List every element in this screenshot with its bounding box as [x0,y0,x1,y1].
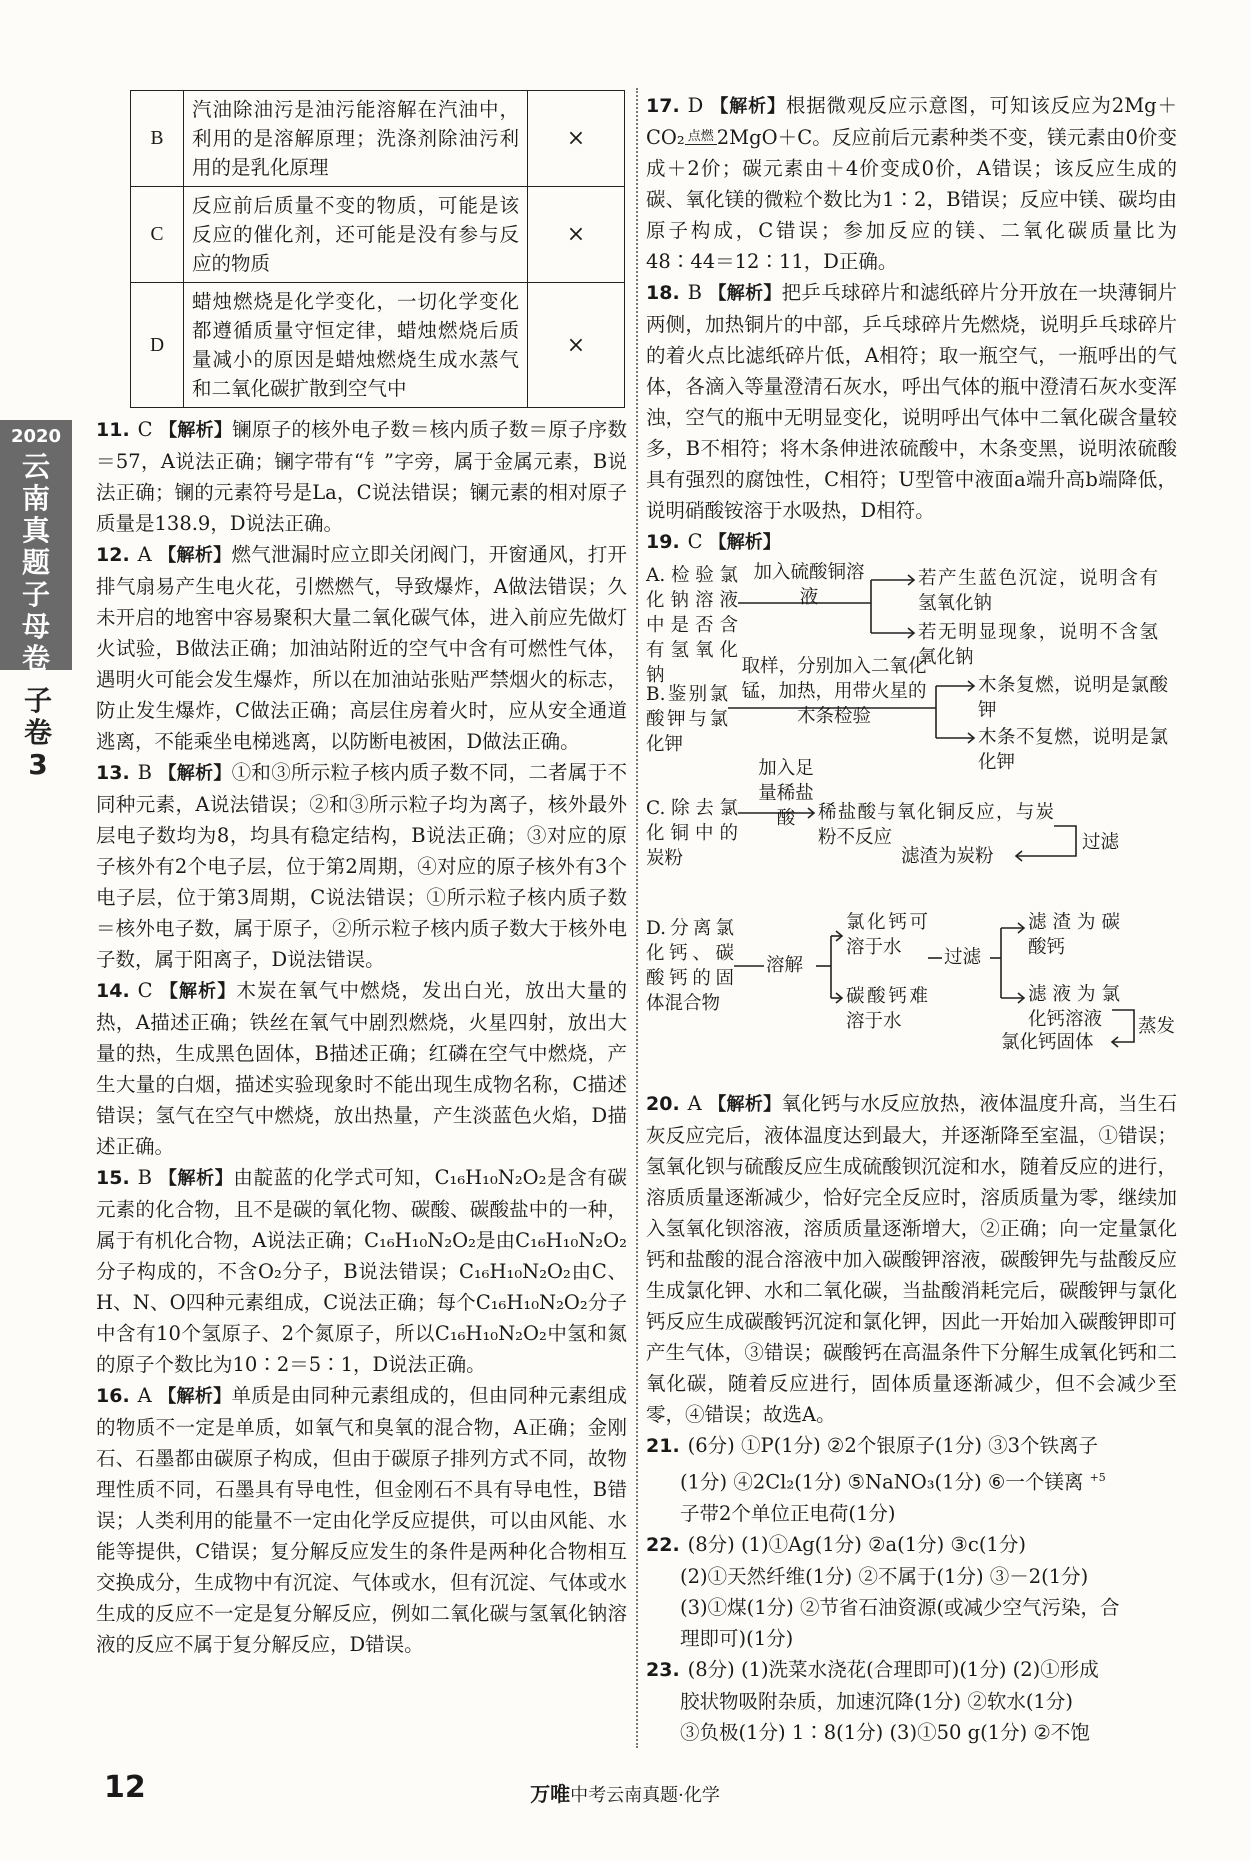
analysis-text: 镧原子的核外电子数＝核内质子数＝原子序数＝57，A说法正确；镧字带有“钅”字旁，属于金属元素，B说法正确；镧的元素符号是La，C说法错误；镧元素的相对原子质量是138.9，D说法正确。 [96,418,627,535]
flow-d-result-2: 滤液为氯化钙溶液 [1028,984,1120,1030]
answer-letter: C [137,418,153,441]
answer-22 [646,1529,1177,1654]
answer-letter: A [687,1092,702,1115]
answer-17 [646,90,1177,277]
answer-19 [646,526,1177,558]
formula: C₁₆H₁₀N₂O₂ [434,1322,547,1345]
flow-b-result-2: 木条不复燃，说明是氯化钾 [978,727,1168,773]
answer-line: (8分) (1)洗菜水浇花(合理即可)(1分) (2)①形成 [687,1657,1099,1681]
left-column [96,90,627,1660]
analysis-text: 单质是由同种元素组成的，但由同种元素组成的物质不一定是单质，如氧气和臭氧的混合物，A正确；金刚石、石墨都由碳原子构成，但由于碳原子排列方式不同，故物理性质不同，石墨具有导电性，但金刚石不具有导电性，B错误；人类利用的能量不一定由化学反应提供，可以由风能、水能等提供，C错误；复分解反应发生的条件是两种化合物相互交换成分，生成物中有沉淀、气体或水，但有沉淀、气体或水生成的反应不一定是复分解反应，例如二氧化碳与氢氧化钠溶液的反应不属于复分解反应，D错误。 [96,1384,627,1656]
question-number: 12. [96,544,130,566]
answer-letter: D [687,94,704,117]
table-row [131,283,625,408]
option-table [130,90,625,408]
answer-letter: C [137,979,153,1002]
sidebar-title: 云南真题子母卷 [21,450,50,675]
answer-letter: C [687,530,703,553]
answer-12 [96,539,627,757]
analysis-tag: 【解析】 [708,1094,782,1115]
answer-letter: B [137,761,153,784]
analysis-tag: 【解析】 [158,1386,232,1407]
answer-letter: B [687,281,703,304]
flow-a-result-2: 若无明显现象，说明不含氢氧化钠 [918,622,1158,668]
flow-b-result-1: 木条复燃，说明是氯酸钾 [978,675,1168,721]
answer-line: 理即可)(1分) [680,1626,794,1650]
table-row [131,187,625,283]
flow-b-start: B.鉴别氯酸钾与氯化钾 [646,684,728,755]
analysis-text: 根据微观反应示意图，可知该反应为2Mg＋CO₂ [646,94,1178,149]
analysis-text: 由C、H、N、O四种元素组成，C说法正确；每个 [96,1260,628,1314]
answer-15 [96,1162,627,1380]
answer-line: 胶状物吸附杂质，加速沉降(1分) ②软水(1分) [680,1689,1073,1713]
answer-letter: B [137,1166,153,1189]
answer-11 [96,414,627,539]
sidebar-subtitle: 子卷3 [23,684,52,781]
question-number: 11. [96,419,130,441]
flow-d-result-1: 滤渣为碳酸钙 [1028,912,1120,958]
formula: C₁₆H₁₀N₂O₂ [475,1291,588,1314]
flow-a-start: A.检验氯化钠溶液中是否含有氢氧化钠 [646,565,738,686]
column-divider [636,88,638,1748]
flow-d-evaporate-label: 蒸发 [1138,1016,1176,1037]
question-number: 22. [646,1533,680,1556]
analysis-text: 由靛蓝的化学式可知， [233,1166,435,1189]
question-number: 13. [96,762,130,784]
answer-18 [646,277,1177,526]
table-cell-letter: D [131,283,184,408]
flow-d-middle-2: 碳酸钙难溶于水 [846,986,928,1032]
answer-line: ③负极(1分) 1∶8(1分) (3)①50 g(1分) ②不饱 [680,1720,1090,1744]
cross-mark: × [528,283,625,408]
analysis-text: 燃气泄漏时应立即关闭阀门，开窗通风，打开排气扇易产生电火花，引燃燃气，导致爆炸，A做法错误；久未开启的地窖中容易聚积大量二氧化碳气体，进入前应先做灯火试验，B做法正确；加油站附近的空气中含有可燃性气体，遇明火可能会发生爆炸，所以在加油站张贴严禁烟火的标志，防止发生爆炸，C做法正确；高层住房着火时，应从安全通道逃离，不能乘坐电梯逃离，以防断电被困，D做法正确。 [96,543,627,753]
question-number: 20. [646,1093,680,1115]
answer-line: (2)①天然纤维(1分) ②不属于(1分) ③－2(1分) [680,1564,1089,1588]
question-number: 15. [96,1167,130,1189]
table-cell-letter: C [131,187,184,283]
analysis-tag: 【解析】 [158,545,232,566]
answer-line: (3)①煤(1分) ②节省石油资源(或减少空气污染，合 [680,1595,1120,1619]
analysis-text: 木炭在氧气中燃烧，发出白光，放出大量的热，A描述正确；铁丝在氧气中剧烈燃烧，火星四射，放出大量的热，生成黑色固体，B描述正确；红磷在空气中燃烧，产生大量的白烟，描述实验现象时不能出现生成物名称，C描述错误；氢气在空气中燃烧，放出热量，产生淡蓝色火焰，D描述正确。 [96,979,627,1158]
table-cell-letter: B [131,91,184,187]
flow-c-arrow-label: 加入足量稀盐酸 [758,758,814,829]
question-number: 23. [646,1658,680,1681]
flow-c-start: C.除去氯化铜中的炭粉 [646,798,738,869]
analysis-text: 是由 [475,1229,516,1252]
question-number: 19. [646,531,680,553]
answer-letter: A [137,543,152,566]
flow-a-result-1: 若产生蓝色沉淀，说明含有氢氧化钠 [918,568,1158,614]
table-cell-text: 汽油除油污是油污能溶解在汽油中，利用的是溶解原理；洗涤剂除油污利用的是乳化原理 [184,91,528,187]
brand-logo: 万唯 [530,1782,571,1806]
flow-a-arrow-label: 加入硫酸铜溶液 [753,562,865,608]
table-cell-text: 蜡烛燃烧是化学变化，一切化学变化都遵循质量守恒定律，蜡烛燃烧后质量减小的原因是蜡烛燃烧生成水蒸气和二氧化碳扩散到空气中 [184,283,528,408]
valence-mark: +5 [1089,1471,1106,1484]
answer-line: 子带2个单位正电荷(1分) [680,1501,896,1525]
analysis-tag: 【解析】 [158,1168,234,1189]
question-number: 16. [96,1385,130,1407]
question-number: 21. [646,1435,680,1457]
reaction-condition: 点燃 [687,129,714,144]
flow-d-filter-label: 过滤 [944,947,982,968]
question-number: 18. [646,282,680,304]
analysis-tag: 【解析】 [159,420,233,441]
analysis-tag: 【解析】 [158,763,232,784]
formula: C₁₆H₁₀N₂O₂ [515,1229,627,1252]
page-number: 12 [104,1770,146,1805]
formula: C₁₆H₁₀N₂O₂ [434,1166,547,1189]
analysis-text: 分子构成的，不含O₂分子，B说法错误； [96,1260,459,1283]
cross-mark: × [528,187,625,283]
flow-d-result-3: 氯化钙固体 [1001,1032,1094,1053]
flow-d-start: D.分离氯化钙、碳酸钙的固体混合物 [646,918,734,1014]
flow-c-filter-label: 过滤 [1082,832,1120,853]
flow-diagrams [646,558,1177,1088]
flow-b-arrow-label: 取样，分别加入二氧化锰，加热，用带火星的木条检验 [741,656,927,727]
answer-line: (6分) ①P(1分) ②2个银原子(1分) ③3个铁离子 [687,1434,1099,1457]
analysis-tag: 【解析】 [708,532,781,553]
answer-23 [646,1654,1177,1748]
flow-c-middle: 稀盐酸与氧化铜反应，与炭粉不反应 [818,802,1054,848]
answer-16 [96,1380,627,1660]
answer-21 [646,1430,1177,1529]
answer-14 [96,975,627,1162]
analysis-text: 中氢和氮的原子个数比为10∶2＝5∶1，D说法正确。 [96,1322,627,1376]
footer-title [0,1778,1250,1807]
formula: C₁₆H₁₀N₂O₂ [458,1260,571,1283]
analysis-text: 2MgO＋C。反应前后元素种类不变，镁元素由0价变成＋2价；碳元素由＋4价变成0价，A错误；该反应生成的碳、氧化镁的微粒个数比为1∶2，B错误；反应中镁、碳均由原子构成，C错误；参加反应的镁、二氧化碳质量比为48∶44＝12∶11，D正确。 [646,126,1177,273]
sidebar-tab [0,420,72,675]
table-cell-text: 反应前后质量不变的物质，可能是该反应的催化剂，还可能是没有参与反应的物质 [184,187,528,283]
question-number: 17. [646,95,680,117]
answer-13 [96,757,627,975]
analysis-tag: 【解析】 [708,283,782,304]
flow-d-dissolve-label: 溶解 [766,955,804,976]
flow-c-result: 滤渣为炭粉 [901,846,994,867]
question-number: 14. [96,980,130,1002]
answer-20 [646,1088,1177,1430]
analysis-text: 分子中含有10个氢原子、2个氮原子，所以 [96,1291,627,1345]
sidebar-year: 2020 [10,426,62,447]
formula: C₁₆H₁₀N₂O₂ [364,1229,476,1252]
analysis-tag: 【解析】 [710,96,786,117]
cross-mark: × [528,91,625,187]
reaction-arrow [685,130,717,145]
answer-line: (8分) (1)①Ag(1分) ②a(1分) ③c(1分) [687,1532,1026,1556]
analysis-tag: 【解析】 [159,981,237,1002]
analysis-text: ①和③所示粒子核内质子数不同，二者属于不同种元素，A说法错误；②和③所示粒子均为离子，核外最外层电子数均为8，均具有稳定结构，B说法正确；③对应的原子核外有2个电子层，位于第2周期，④对应的原子核外有3个电子层，位于第3周期，C说法错误；①所示粒子核内质子数＝核外电子数，属于原子，②所示粒子核内质子数大于核外电子数，属于阳离子，D说法错误。 [96,761,627,971]
analysis-text: 氧化钙与水反应放热，液体温度升高，当生石灰反应完后，液体温度达到最大，并逐渐降至室温，①错误；氢氧化钡与硫酸反应生成硫酸钡沉淀和水，随着反应的进行，溶质质量逐渐减少，恰好完全反应时，溶质质量为零，继续加入氢氧化钡溶液，溶质质量逐渐增大，②正确；向一定量氯化钙和盐酸的混合溶液中加入碳酸钾溶液，碳酸钾先与盐酸反应生成氯化钾、水和二氧化碳，当盐酸消耗完后，碳酸钾与氯化钙反应生成碳酸钙沉淀和氯化钾，因此一开始加入碳酸钾即可产生气体，③错误；碳酸钙在高温条件下分解生成氧化钙和二氧化碳，随着反应进行，固体质量逐渐减少，但不会减少至零，④错误；故选A。 [646,1092,1177,1426]
flow-d-middle-1: 氯化钙可溶于水 [846,912,928,958]
table-row [131,91,625,187]
answer-line: (1分) ④2Cl₂(1分) ⑤NaNO₃(1分) ⑥一个镁离 [680,1470,1084,1494]
book-title: 中考云南真题·化学 [570,1785,720,1806]
analysis-text: 把乒乓球碎片和滤纸碎片分开放在一块薄铜片两侧，加热铜片的中部，乒乓球碎片先燃烧，说明乒乓球碎片的着火点比滤纸碎片低，A相符；取一瓶空气，一瓶呼出的气体，各滴入等量澄清石灰水，呼出气体的瓶中澄清石灰水变浑浊，空气的瓶中无明显变化，说明呼出气体中二氧化碳含量较多，B不相符；将木条伸进浓硫酸中，木条变黑，说明浓硫酸具有强烈的腐蚀性，C相符；U型管中液面a端升高b端降低，说明硝酸铵溶于水吸热，D相符。 [646,281,1177,522]
analysis-text: 是含有碳元素的化合物，且不是碳的氧化物、碳酸、碳酸盐中的一种，属于有机化合物，A说法正确； [96,1166,627,1252]
answer-letter: A [137,1384,152,1407]
right-column [646,90,1177,1748]
